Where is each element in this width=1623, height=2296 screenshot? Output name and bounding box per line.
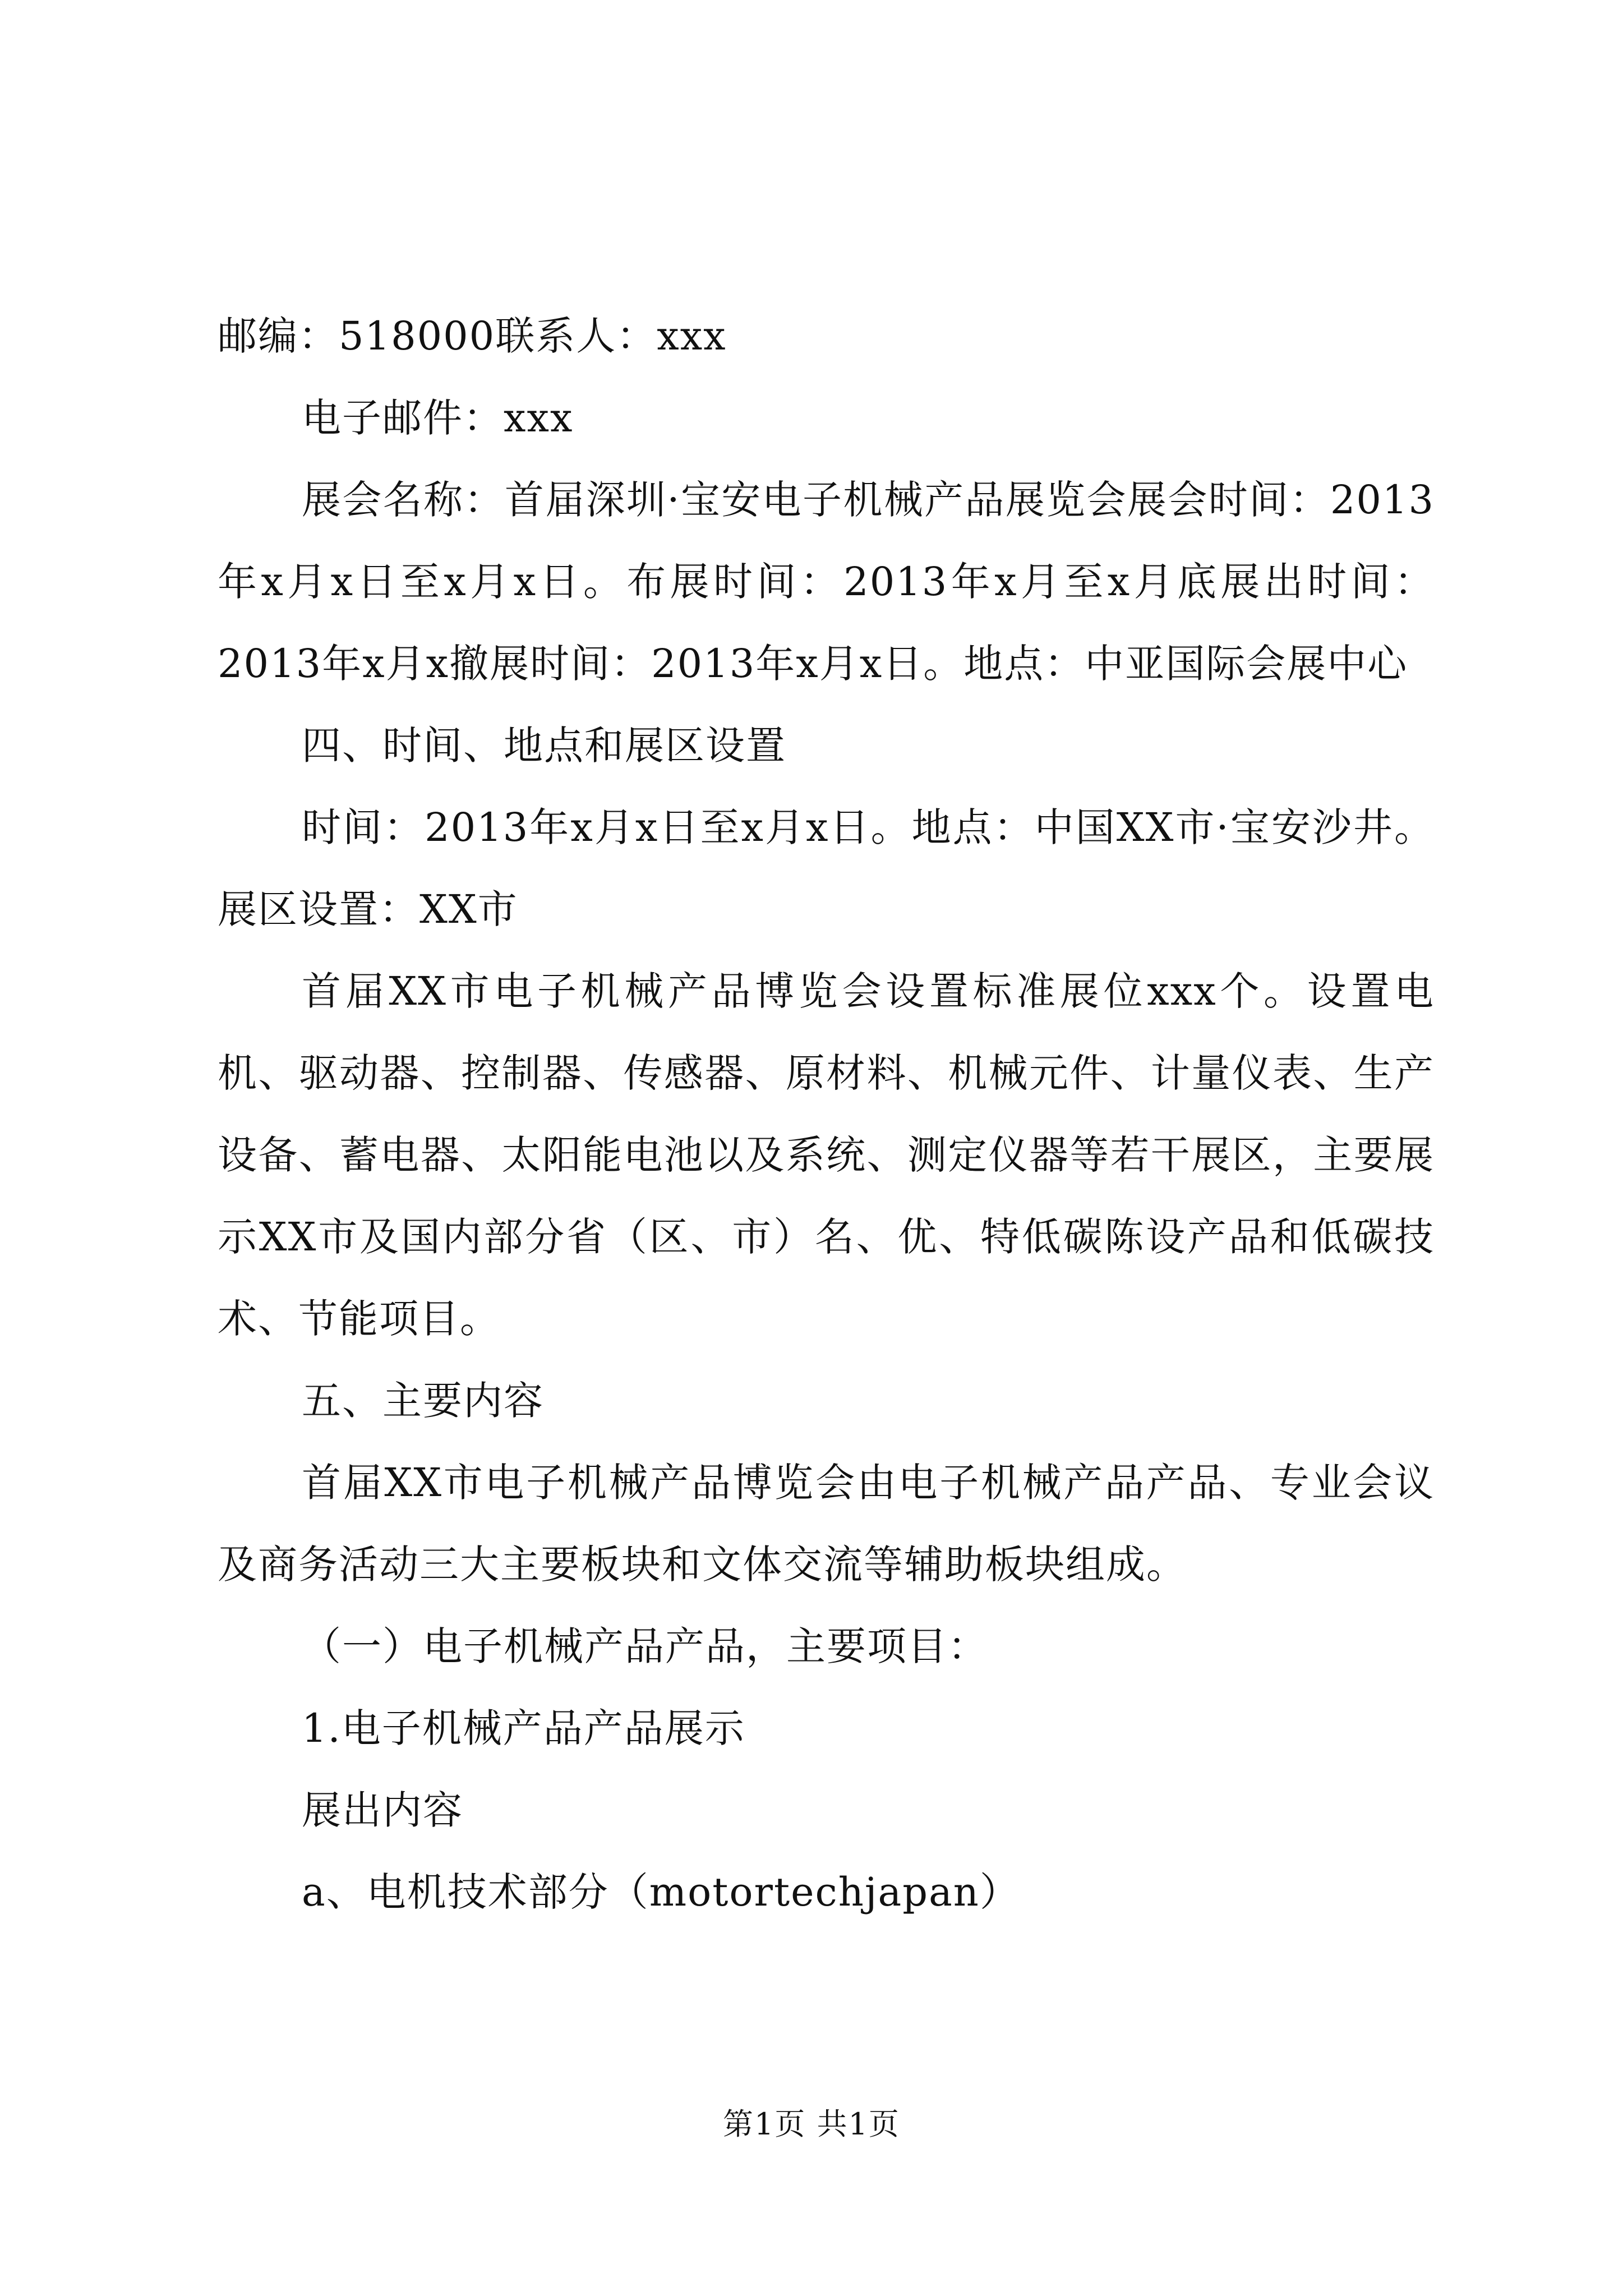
subsection-heading-products: （一）电子机械产品产品，主要项目： [302, 1623, 988, 1669]
paragraph-postcode-contact: 邮编：518000联系人：xxx [218, 313, 727, 359]
page-number-label: 第1页 共1页 [723, 2106, 900, 2142]
paragraph-exhibition-info: 展会名称：首届深圳·宝安电子机械产品展览会展会时间：2013年x月x日至x月x日。布展时间：2013年x月至x月底展出时间：2013年x月x撤展时间：2013年x月x日。地点：中亚国际会展中心 [218, 477, 1435, 687]
page-footer [0, 2105, 1623, 2144]
document-body [218, 295, 1435, 1933]
paragraph-email: 电子邮件：xxx [302, 395, 574, 441]
item-exhibit-content: 展出内容 [302, 1787, 463, 1833]
item-product-display: 1.电子机械产品产品展示 [302, 1705, 745, 1751]
item-motor-technology: a、电机技术部分（motortechjapan） [302, 1869, 1020, 1915]
paragraph-main-content: 首届XX市电子机械产品博览会由电子机械产品产品、专业会议及商务活动三大主要板块和文体交流等辅助板块组成。 [218, 1460, 1435, 1588]
paragraph-booth-setup: 首届XX市电子机械产品博览会设置标准展位xxx个。设置电机、驱动器、控制器、传感器、原材料、机械元件、计量仪表、生产设备、蓄电器、太阳能电池以及系统、测定仪器等若干展区，主要展示XX市及国内部分省（区、市）名、优、特低碳陈设产品和低碳技术、节能项目。 [218, 968, 1435, 1342]
section-heading-main-content: 五、主要内容 [302, 1378, 544, 1424]
paragraph-time-location: 时间：2013年x月x日至x月x日。地点：中国XX市·宝安沙井。展区设置：XX市 [218, 804, 1435, 932]
section-heading-time-location: 四、时间、地点和展区设置 [302, 723, 786, 769]
